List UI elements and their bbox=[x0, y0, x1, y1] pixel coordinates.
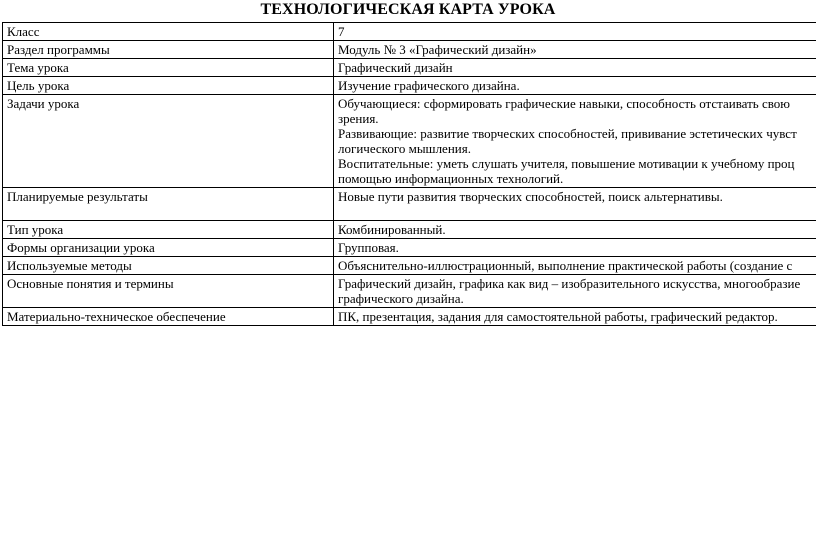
table-row bbox=[3, 95, 816, 188]
row-label: Планируемые результаты bbox=[3, 188, 334, 221]
row-value-line: 7 bbox=[338, 24, 345, 39]
row-value-line: Новые пути развития творческих способностей, поиск альтернативы. bbox=[338, 189, 723, 204]
row-value-line bbox=[338, 204, 816, 219]
row-value bbox=[334, 239, 816, 257]
table-row bbox=[3, 41, 816, 59]
row-value-line: Объяснительно-иллюстрационный, выполнение практической работы (создание с bbox=[338, 258, 793, 273]
row-label: Формы организации урока bbox=[3, 239, 334, 257]
row-value-line: зрения. bbox=[338, 111, 379, 126]
row-label: Цель урока bbox=[3, 77, 334, 95]
table-body bbox=[3, 23, 816, 326]
row-value-line: Графический дизайн bbox=[338, 60, 453, 75]
row-value-line: Комбинированный. bbox=[338, 222, 446, 237]
table-row bbox=[3, 188, 816, 221]
row-value-line: Групповая. bbox=[338, 240, 399, 255]
row-value-line: Развивающие: развитие творческих способностей, прививание эстетических чувст bbox=[338, 126, 797, 141]
row-value-line: Обучающиеся: сформировать графические навыки, способность отстаивать свою bbox=[338, 96, 790, 111]
row-value bbox=[334, 77, 816, 95]
row-value-line: графического дизайна. bbox=[338, 291, 464, 306]
row-value bbox=[334, 308, 816, 326]
page-title: ТЕХНОЛОГИЧЕСКАЯ КАРТА УРОКА bbox=[260, 1, 556, 18]
row-value-line: Изучение графического дизайна. bbox=[338, 78, 520, 93]
table-row bbox=[3, 257, 816, 275]
row-value bbox=[334, 23, 816, 41]
row-value-line: помощью информационных технологий. bbox=[338, 171, 564, 186]
row-label: Используемые методы bbox=[3, 257, 334, 275]
row-value-line: Воспитательные: уметь слушать учителя, повышение мотивации к учебному проц bbox=[338, 156, 795, 171]
row-value bbox=[334, 59, 816, 77]
table-row bbox=[3, 275, 816, 308]
row-value-line: Графический дизайн, графика как вид – изобразительного искусства, многообразие bbox=[338, 276, 801, 291]
row-label: Раздел программы bbox=[3, 41, 334, 59]
row-label: Задачи урока bbox=[3, 95, 334, 188]
lesson-card-table bbox=[2, 22, 816, 326]
lesson-card-table-container bbox=[2, 22, 816, 326]
row-value bbox=[334, 275, 816, 308]
row-label: Тема урока bbox=[3, 59, 334, 77]
table-row bbox=[3, 239, 816, 257]
row-value-line: ПК, презентация, задания для самостоятельной работы, графический редактор. bbox=[338, 309, 778, 324]
row-label: Тип урока bbox=[3, 221, 334, 239]
row-label: Материально-техническое обеспечение bbox=[3, 308, 334, 326]
row-label: Класс bbox=[3, 23, 334, 41]
row-value bbox=[334, 95, 816, 188]
table-row bbox=[3, 77, 816, 95]
row-label: Основные понятия и термины bbox=[3, 275, 334, 308]
table-row bbox=[3, 221, 816, 239]
row-value bbox=[334, 41, 816, 59]
row-value-line: логического мышления. bbox=[338, 141, 471, 156]
row-value bbox=[334, 188, 816, 221]
row-value-line: Модуль № 3 «Графический дизайн» bbox=[338, 42, 537, 57]
row-value bbox=[334, 221, 816, 239]
table-row bbox=[3, 308, 816, 326]
table-row bbox=[3, 23, 816, 41]
row-value bbox=[334, 257, 816, 275]
table-row bbox=[3, 59, 816, 77]
